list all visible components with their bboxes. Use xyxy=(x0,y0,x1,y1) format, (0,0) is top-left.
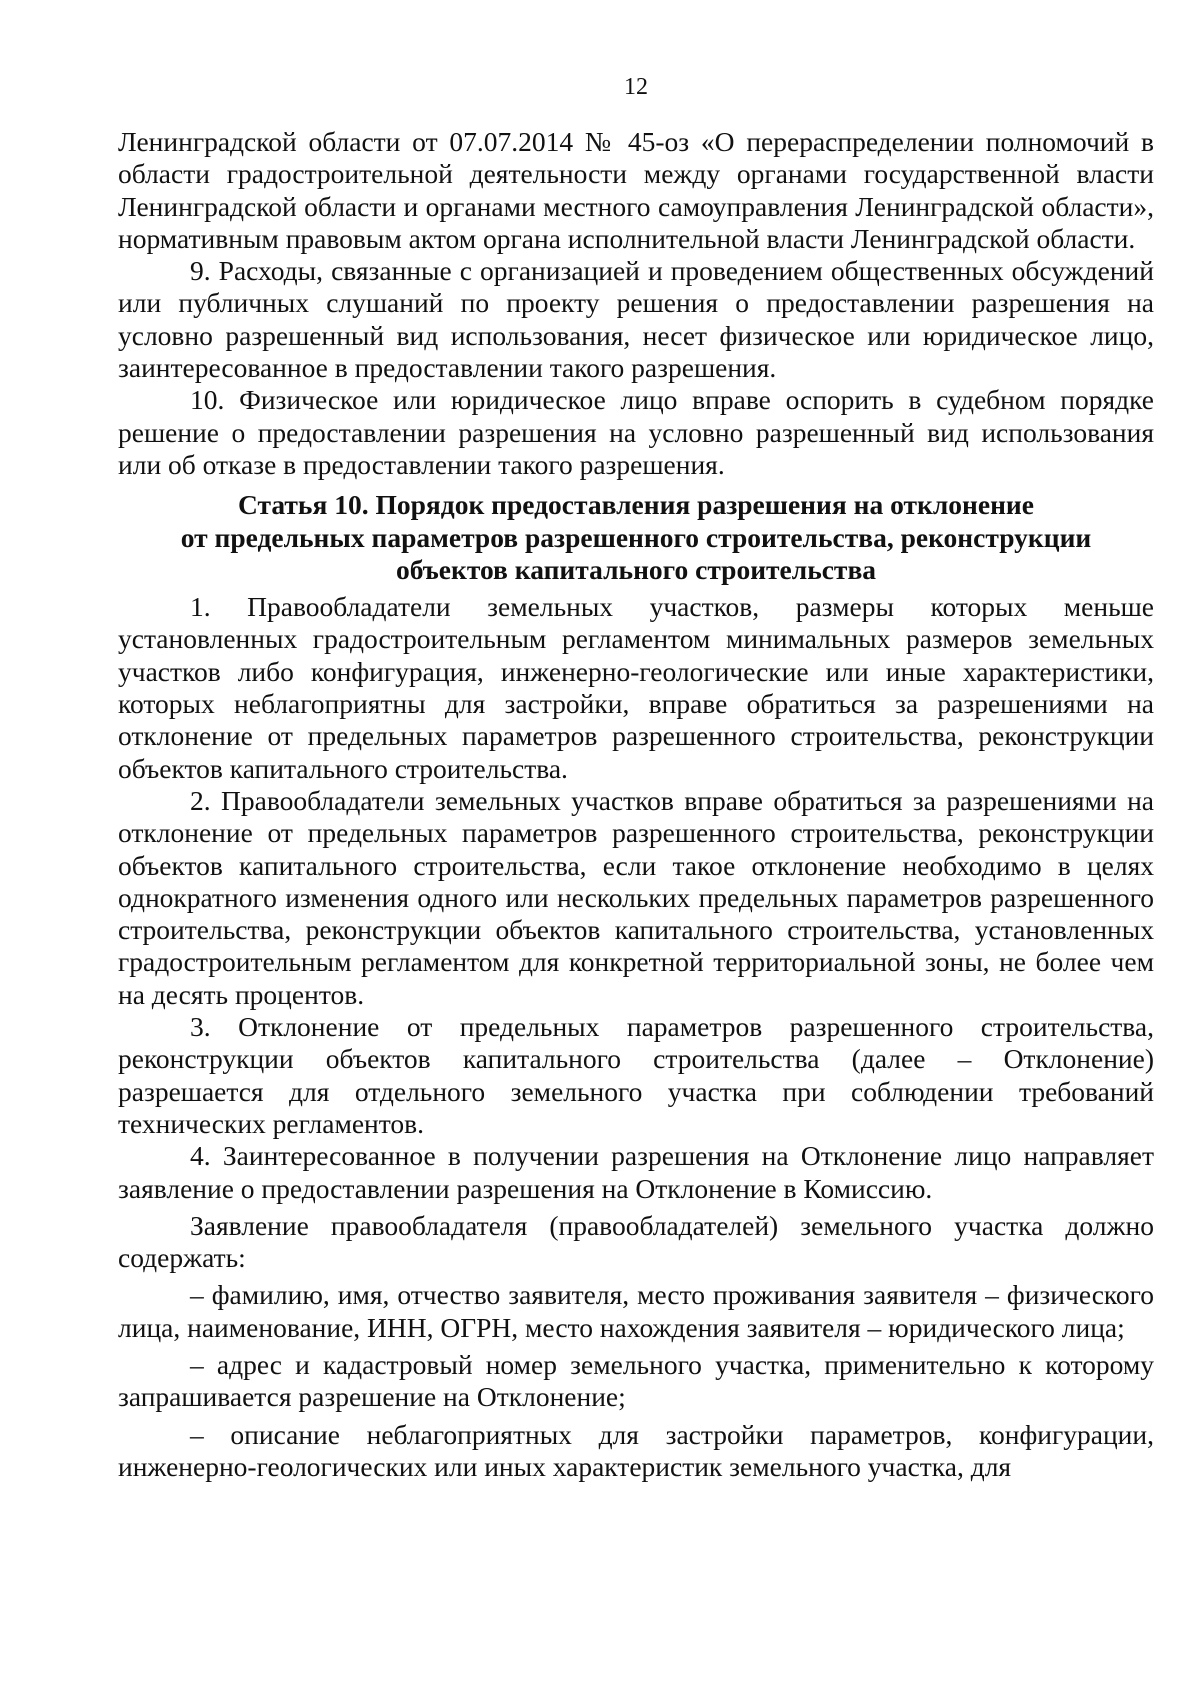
article-heading xyxy=(118,489,1154,586)
article-paragraph-3: 3. Отклонение от предельных параметров разрешенного строительства, реконструкции объектов капитального строительства (далее – Отклонение) разрешается для отдельного земельного участка при соблюдении требований технических регламентов. xyxy=(118,1011,1154,1139)
article-heading-line: объектов капитального строительства xyxy=(395,553,877,585)
article-paragraph-2: 2. Правообладатели земельных участков вправе обратиться за разрешениями на отклонение от предельных параметров разрешенного строительства, реконструкции объектов капитального строительства, если такое отклонение необходимо в целях однократного изменения одного или нескольких предельных параметров разрешенного строительства, реконструкции объектов капитального строительства, установленных градостроительным регламентом для конкретной территориальной зоны, не более чем на десять процентов. xyxy=(118,784,1154,1010)
article-heading-line: Статья 10. Порядок предоставления разрешения на отклонение xyxy=(238,489,1034,521)
dash-list-item: – адрес и кадастровый номер земельного участка, применительно к которому запрашивается разрешение на Отклонение; xyxy=(118,1348,1154,1413)
dash-list-item: – описание неблагоприятных для застройки параметров, конфигурации, инженерно-геологических или иных характеристик земельного участка, для xyxy=(118,1418,1154,1482)
application-contents-intro: Заявление правообладателя (правообладателей) земельного участка должно содержать: xyxy=(118,1209,1154,1274)
article-heading-line: от предельных параметров разрешенного строительства, реконструкции xyxy=(180,521,1092,553)
dash-list-item: – фамилию, имя, отчество заявителя, место проживания заявителя – физического лица, наименование, ИНН, ОГРН, место нахождения заявителя – юридического лица; xyxy=(118,1279,1154,1343)
document-body xyxy=(118,126,1154,1483)
paragraph-item-9: 9. Расходы, связанные с организацией и проведением общественных обсуждений или публичных слушаний по проекту решения о предоставлении разрешения на условно разрешенный вид использования, несет физическое или юридическое лицо, заинтересованное в предоставлении такого разрешения. xyxy=(118,255,1154,384)
article-paragraph-1: 1. Правообладатели земельных участков, размеры которых меньше установленных градостроительным регламентом минимальных размеров земельных участков либо конфигурация, инженерно-геологические или иные характеристики, которых неблагоприятны для застройки, вправе обратиться за разрешениями на отклонение от предельных параметров разрешенного строительства, реконструкции объектов капитального строительства. xyxy=(118,591,1154,784)
page-number: 12 xyxy=(624,74,648,100)
article-paragraph-4: 4. Заинтересованное в получении разрешения на Отклонение лицо направляет заявление о предоставлении разрешения на Отклонение в Комиссию. xyxy=(118,1140,1154,1204)
document-page xyxy=(118,0,1154,1696)
paragraph-continuation: Ленинградской области от 07.07.2014 № 45-оз «О перераспределении полномочий в области градостроительной деятельности между органами государственной власти Ленинградской области и органами местного самоуправления Ленинградской области», нормативным правовым актом органа исполнительной власти Ленинградской области. xyxy=(118,126,1154,254)
paragraph-item-10: 10. Физическое или юридическое лицо вправе оспорить в судебном порядке решение о предоставлении разрешения на условно разрешенный вид использования или об отказе в предоставлении такого разрешения. xyxy=(118,384,1154,480)
